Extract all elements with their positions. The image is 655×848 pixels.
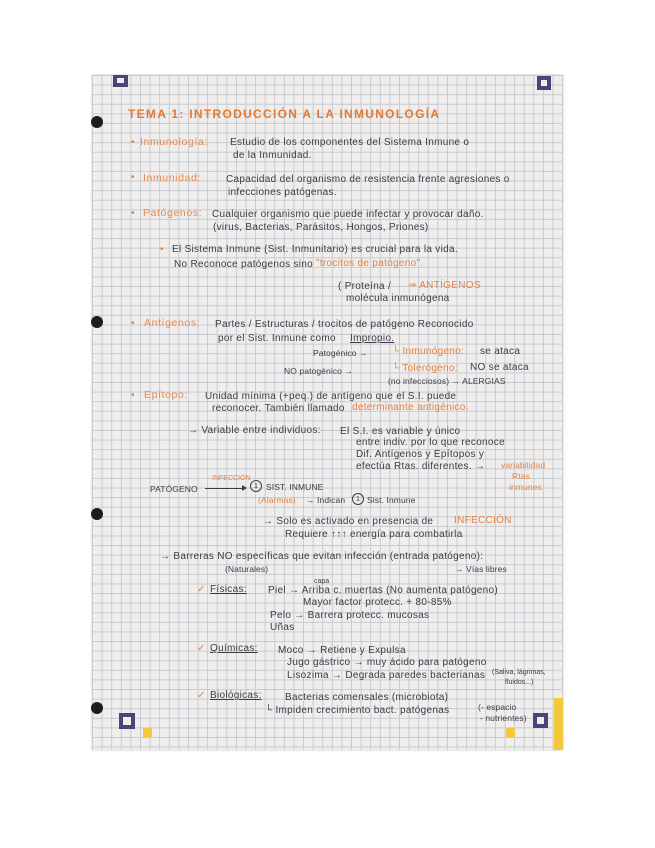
note-line: Piel → Arriba c. muertas (No aumenta patógeno) [268, 585, 499, 596]
highlight-rtas: Rtas [512, 471, 530, 481]
note-line: Lisozima → Degrada paredes bacterianas [287, 670, 486, 681]
note-line: Bacterias comensales (microbiota) [285, 692, 449, 703]
note-line: Mayor factor protecc. + 80-85% [303, 597, 452, 608]
note-line: Requiere ↑↑↑ energía para combatirla [285, 529, 463, 540]
circled-number: 1 [352, 493, 364, 505]
check-icon: ✓ [197, 690, 206, 701]
note-line: ( Proteína / [338, 281, 392, 292]
definition-line: Estudio de los componentes del Sistema Inmune o [230, 137, 470, 148]
definition-line: reconocer. También llamado [212, 403, 345, 414]
arrow-line [205, 488, 243, 489]
note-line: NO se ataca [470, 362, 529, 373]
barrier-label-fisicas: Físicas: [210, 584, 247, 595]
note-line: (Naturales) [225, 564, 269, 574]
highlight-alarmas: (Alarmas) [258, 495, 296, 505]
note-line: PATÓGENO [150, 484, 198, 494]
definition-line: de la Inmunidad. [233, 150, 312, 161]
note-line: └ Impiden crecimiento bact. patógenas [265, 705, 450, 716]
highlight-antigenos: ⇒ ANTÍGENOS [408, 280, 481, 291]
corner-marker-top-left [113, 75, 128, 87]
yellow-mark [506, 728, 515, 737]
definition-line: Unidad mínima (+peq.) de antígeno que el S.I. puede [205, 391, 457, 402]
bullet-icon: • [131, 318, 135, 329]
bullet-icon: • [131, 172, 135, 183]
definition-line: infecciones patógenas. [228, 187, 337, 198]
term-inmunologia: Inmunología: [140, 136, 208, 148]
definition-line: por el Sist. Inmune como [218, 333, 336, 344]
check-icon: ✓ [197, 584, 206, 595]
term-antigenos: Antígenos: [144, 317, 201, 329]
underlined-word: Impropio. [350, 333, 395, 344]
note-line: Sist. Inmune [367, 495, 416, 505]
check-icon: ✓ [197, 643, 206, 654]
corner-marker-bottom-right [533, 713, 548, 728]
definition-line: (virus, Bacterias, Parásitos, Hongos, Priones) [213, 222, 429, 233]
corner-marker-bottom-left [119, 713, 135, 729]
highlight-inmunogeno: └ Inmunógeno: [392, 346, 465, 357]
binder-hole [91, 316, 103, 328]
definition-line: Partes / Estructuras / trocitos de patógeno Reconocido [215, 319, 474, 330]
highlight-inmunes: inmunes [509, 482, 542, 492]
note-line: Moco → Retiene y Expulsa [278, 645, 406, 656]
circled-number: 1 [250, 480, 262, 492]
note-line: SIST. INMUNE [266, 482, 324, 492]
yellow-mark [143, 728, 152, 737]
bullet-icon: • [131, 390, 135, 401]
note-line: molécula inmunógena [346, 293, 450, 304]
note-line: NO patogénico → [284, 366, 354, 376]
barrier-label-biologicas: Biológicas: [210, 690, 262, 701]
bullet-icon: • [131, 208, 135, 219]
note-line: Dif. Antígenos y Epítopos y [356, 449, 485, 460]
note-line: fluidos...) [505, 679, 534, 686]
highlight-variabilidad: variabilidad [501, 460, 546, 470]
note-line: - nutrientes) [480, 713, 527, 723]
term-epitopo: Epítopo: [144, 389, 188, 401]
note-line: (Saliva, lágrimas, [492, 669, 546, 676]
highlight-trocitos: "trocitos de patógeno". [316, 258, 424, 269]
note-line: → Variable entre individuos: [188, 425, 321, 436]
note-line: efectúa Rtas. diferentes. → [356, 461, 486, 472]
highlight-determinante: determinante antigénico. [352, 402, 469, 413]
page-title: TEMA 1: INTRODUCCIÓN A LA INMUNOLOGÍA [128, 107, 441, 121]
note-line: (- espacio [478, 702, 517, 712]
corner-marker-top-right [537, 76, 551, 90]
highlight-infeccion: INFECCIÓN [454, 515, 512, 526]
note-line: Pelo → Barrera protecc. mucosas [270, 610, 430, 621]
bullet-icon: • [131, 137, 135, 148]
binder-hole [91, 702, 103, 714]
term-inmunidad: Inmunidad: [143, 172, 201, 184]
yellow-page-tab [554, 698, 563, 750]
note-line: El Sistema Inmune (Sist. Inmunitario) es crucial para la vida. [172, 244, 458, 255]
bullet-icon: • [160, 244, 164, 255]
binder-hole [91, 116, 103, 128]
definition-line: Cualquier organismo que puede infectar y provocar daño. [212, 209, 484, 220]
note-line: entre indiv. por lo que reconoce [356, 437, 505, 448]
note-line: → Vías libres [455, 564, 507, 574]
barrier-label-quimicas: Químicas: [210, 643, 258, 654]
note-line: Patogénico → [313, 348, 368, 358]
definition-line: Capacidad del organismo de resistencia frente agresiones o [226, 174, 510, 185]
note-line: Uñas [270, 622, 295, 633]
binder-hole [91, 508, 103, 520]
note-line: → Indican [306, 495, 346, 505]
term-patogenos: Patógenos: [143, 207, 203, 219]
note-line: → Barreras NO específicas que evitan infección (entrada patógeno): [160, 551, 484, 562]
note-line: El S.I. es variable y único [340, 426, 461, 437]
note-line: Jugo gástrico → muy ácido para patógeno [287, 657, 487, 668]
note-line: se ataca [480, 346, 521, 357]
note-line: → Solo es activado en presencia de [263, 516, 434, 527]
highlight-infeccion: INFECCIÓN [212, 475, 251, 482]
note-line: (no infecciosos) → ALERGIAS [388, 376, 506, 386]
arrow-head-icon [242, 485, 247, 491]
highlight-tolerogeno: └ Tolerógeno: [392, 363, 458, 374]
note-line: No Reconoce patógenos sino [174, 259, 314, 270]
note-line: capa [314, 578, 330, 585]
